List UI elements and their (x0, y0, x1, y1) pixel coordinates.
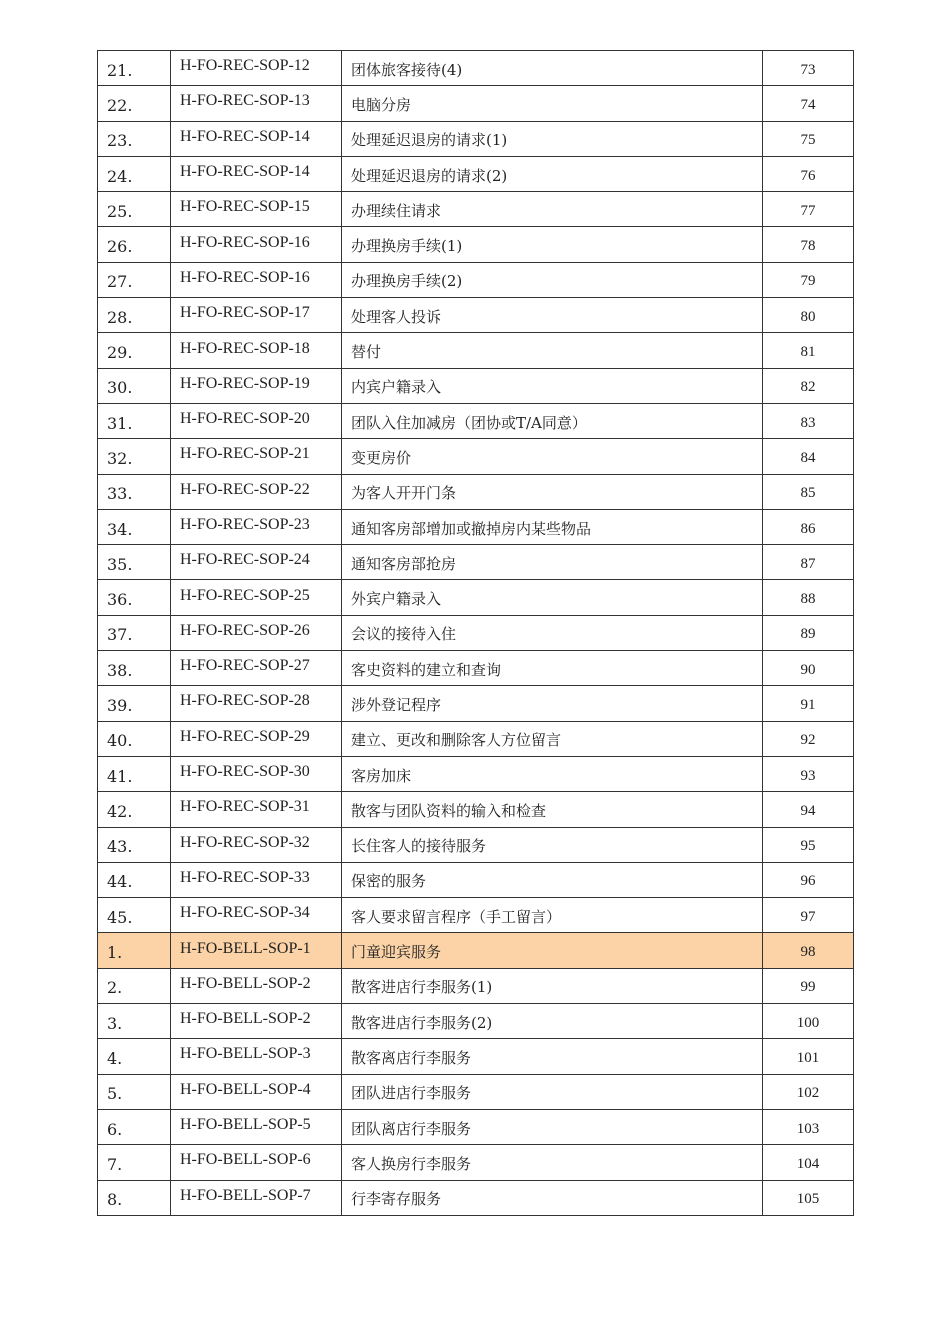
row-number: 43. (98, 827, 171, 862)
page-number: 93 (763, 756, 854, 791)
sop-title: 通知客房部增加或撤掉房内某些物品 (342, 509, 763, 544)
sop-code: H-FO-REC-SOP-29 (171, 721, 342, 756)
sop-code: H-FO-REC-SOP-27 (171, 651, 342, 686)
page-number: 98 (763, 933, 854, 968)
sop-title: 外宾户籍录入 (342, 580, 763, 615)
row-number: 8. (98, 1180, 171, 1215)
sop-title: 散客与团队资料的输入和检查 (342, 792, 763, 827)
page-number: 85 (763, 474, 854, 509)
sop-code: H-FO-REC-SOP-26 (171, 615, 342, 650)
row-number: 1. (98, 933, 171, 968)
sop-code: H-FO-REC-SOP-28 (171, 686, 342, 721)
page-number: 97 (763, 898, 854, 933)
row-number: 3. (98, 1004, 171, 1039)
sop-title: 散客进店行李服务(2) (342, 1004, 763, 1039)
sop-code: H-FO-BELL-SOP-3 (171, 1039, 342, 1074)
sop-title: 办理换房手续(2) (342, 262, 763, 297)
sop-code: H-FO-REC-SOP-18 (171, 333, 342, 368)
sop-code: H-FO-BELL-SOP-6 (171, 1145, 342, 1180)
sop-code: H-FO-REC-SOP-19 (171, 368, 342, 403)
sop-code: H-FO-REC-SOP-16 (171, 227, 342, 262)
row-number: 42. (98, 792, 171, 827)
page-number: 104 (763, 1145, 854, 1180)
page-number: 102 (763, 1074, 854, 1109)
sop-title: 长住客人的接待服务 (342, 827, 763, 862)
row-number: 37. (98, 615, 171, 650)
sop-code: H-FO-REC-SOP-20 (171, 403, 342, 438)
sop-title: 团队离店行李服务 (342, 1109, 763, 1144)
sop-code: H-FO-REC-SOP-22 (171, 474, 342, 509)
row-number: 30. (98, 368, 171, 403)
sop-code: H-FO-BELL-SOP-5 (171, 1109, 342, 1144)
row-number: 45. (98, 898, 171, 933)
page-number: 81 (763, 333, 854, 368)
sop-code: H-FO-REC-SOP-30 (171, 756, 342, 791)
row-number: 35. (98, 545, 171, 580)
table-row (98, 1074, 854, 1109)
row-number: 4. (98, 1039, 171, 1074)
page-number: 95 (763, 827, 854, 862)
sop-title: 建立、更改和删除客人方位留言 (342, 721, 763, 756)
row-number: 39. (98, 686, 171, 721)
row-number: 28. (98, 298, 171, 333)
page-number: 89 (763, 615, 854, 650)
page-number: 92 (763, 721, 854, 756)
page-number: 82 (763, 368, 854, 403)
table-row (98, 792, 854, 827)
sop-title: 团队入住加减房（团协或T/A同意） (342, 403, 763, 438)
table-row (98, 333, 854, 368)
row-number: 27. (98, 262, 171, 297)
page-number: 87 (763, 545, 854, 580)
row-number: 40. (98, 721, 171, 756)
page-number: 96 (763, 862, 854, 897)
page-number: 77 (763, 192, 854, 227)
table-row (98, 862, 854, 897)
page-number: 90 (763, 651, 854, 686)
table-row (98, 580, 854, 615)
page-number: 94 (763, 792, 854, 827)
row-number: 2. (98, 968, 171, 1003)
table-row (98, 1109, 854, 1144)
sop-title: 团队进店行李服务 (342, 1074, 763, 1109)
table-row (98, 86, 854, 121)
sop-title: 涉外登记程序 (342, 686, 763, 721)
row-number: 32. (98, 439, 171, 474)
sop-title: 通知客房部抢房 (342, 545, 763, 580)
sop-title: 处理延迟退房的请求(1) (342, 121, 763, 156)
table-row (98, 1039, 854, 1074)
table-row (98, 156, 854, 191)
sop-title: 会议的接待入住 (342, 615, 763, 650)
sop-code: H-FO-REC-SOP-33 (171, 862, 342, 897)
sop-title: 处理延迟退房的请求(2) (342, 156, 763, 191)
row-number: 34. (98, 509, 171, 544)
page-number: 101 (763, 1039, 854, 1074)
page-number: 99 (763, 968, 854, 1003)
row-number: 23. (98, 121, 171, 156)
sop-code: H-FO-REC-SOP-13 (171, 86, 342, 121)
page-number: 76 (763, 156, 854, 191)
sop-title: 客房加床 (342, 756, 763, 791)
sop-title: 团体旅客接待(4) (342, 51, 763, 86)
page-number: 80 (763, 298, 854, 333)
sop-code: H-FO-REC-SOP-12 (171, 51, 342, 86)
row-number: 22. (98, 86, 171, 121)
page-number: 88 (763, 580, 854, 615)
table-row (98, 298, 854, 333)
sop-code: H-FO-REC-SOP-31 (171, 792, 342, 827)
page-number: 74 (763, 86, 854, 121)
page-number: 73 (763, 51, 854, 86)
sop-title: 办理续住请求 (342, 192, 763, 227)
sop-title: 客人要求留言程序（手工留言） (342, 898, 763, 933)
table-row (98, 227, 854, 262)
sop-title: 替付 (342, 333, 763, 368)
sop-code: H-FO-REC-SOP-15 (171, 192, 342, 227)
sop-code: H-FO-REC-SOP-24 (171, 545, 342, 580)
toc-body (98, 51, 854, 1216)
row-number: 21. (98, 51, 171, 86)
table-row (98, 1145, 854, 1180)
table-row (98, 1180, 854, 1215)
row-number: 5. (98, 1074, 171, 1109)
sop-code: H-FO-BELL-SOP-2 (171, 1004, 342, 1039)
sop-code: H-FO-BELL-SOP-1 (171, 933, 342, 968)
row-number: 36. (98, 580, 171, 615)
page-number: 100 (763, 1004, 854, 1039)
page-number: 105 (763, 1180, 854, 1215)
table-row (98, 368, 854, 403)
page-number: 79 (763, 262, 854, 297)
sop-title: 门童迎宾服务 (342, 933, 763, 968)
sop-code: H-FO-REC-SOP-32 (171, 827, 342, 862)
row-number: 26. (98, 227, 171, 262)
page-number: 78 (763, 227, 854, 262)
row-number: 25. (98, 192, 171, 227)
sop-title: 行李寄存服务 (342, 1180, 763, 1215)
toc-table (97, 50, 854, 1216)
page-number: 84 (763, 439, 854, 474)
sop-code: H-FO-REC-SOP-16 (171, 262, 342, 297)
sop-code: H-FO-REC-SOP-23 (171, 509, 342, 544)
table-row (98, 192, 854, 227)
sop-title: 处理客人投诉 (342, 298, 763, 333)
sop-title: 办理换房手续(1) (342, 227, 763, 262)
sop-title: 内宾户籍录入 (342, 368, 763, 403)
table-row (98, 1004, 854, 1039)
table-row (98, 933, 854, 968)
row-number: 24. (98, 156, 171, 191)
table-row (98, 756, 854, 791)
table-row (98, 403, 854, 438)
page-number: 103 (763, 1109, 854, 1144)
sop-code: H-FO-REC-SOP-14 (171, 156, 342, 191)
sop-code: H-FO-BELL-SOP-2 (171, 968, 342, 1003)
table-row (98, 968, 854, 1003)
table-row (98, 262, 854, 297)
sop-title: 为客人开开门条 (342, 474, 763, 509)
sop-code: H-FO-BELL-SOP-7 (171, 1180, 342, 1215)
sop-title: 电脑分房 (342, 86, 763, 121)
sop-code: H-FO-REC-SOP-21 (171, 439, 342, 474)
sop-code: H-FO-REC-SOP-17 (171, 298, 342, 333)
sop-title: 客人换房行李服务 (342, 1145, 763, 1180)
table-row (98, 721, 854, 756)
sop-title: 变更房价 (342, 439, 763, 474)
sop-code: H-FO-REC-SOP-25 (171, 580, 342, 615)
sop-title: 散客进店行李服务(1) (342, 968, 763, 1003)
table-row (98, 827, 854, 862)
table-row (98, 686, 854, 721)
table-row (98, 121, 854, 156)
table-row (98, 898, 854, 933)
table-row (98, 545, 854, 580)
row-number: 41. (98, 756, 171, 791)
sop-title: 客史资料的建立和查询 (342, 651, 763, 686)
page-number: 83 (763, 403, 854, 438)
row-number: 6. (98, 1109, 171, 1144)
row-number: 33. (98, 474, 171, 509)
table-row (98, 51, 854, 86)
row-number: 29. (98, 333, 171, 368)
sop-code: H-FO-REC-SOP-34 (171, 898, 342, 933)
sop-title: 保密的服务 (342, 862, 763, 897)
table-row (98, 474, 854, 509)
sop-title: 散客离店行李服务 (342, 1039, 763, 1074)
table-row (98, 651, 854, 686)
row-number: 31. (98, 403, 171, 438)
table-row (98, 615, 854, 650)
row-number: 38. (98, 651, 171, 686)
row-number: 44. (98, 862, 171, 897)
table-row (98, 509, 854, 544)
row-number: 7. (98, 1145, 171, 1180)
page-number: 86 (763, 509, 854, 544)
table-row (98, 439, 854, 474)
page-number: 91 (763, 686, 854, 721)
sop-code: H-FO-BELL-SOP-4 (171, 1074, 342, 1109)
page-number: 75 (763, 121, 854, 156)
sop-code: H-FO-REC-SOP-14 (171, 121, 342, 156)
